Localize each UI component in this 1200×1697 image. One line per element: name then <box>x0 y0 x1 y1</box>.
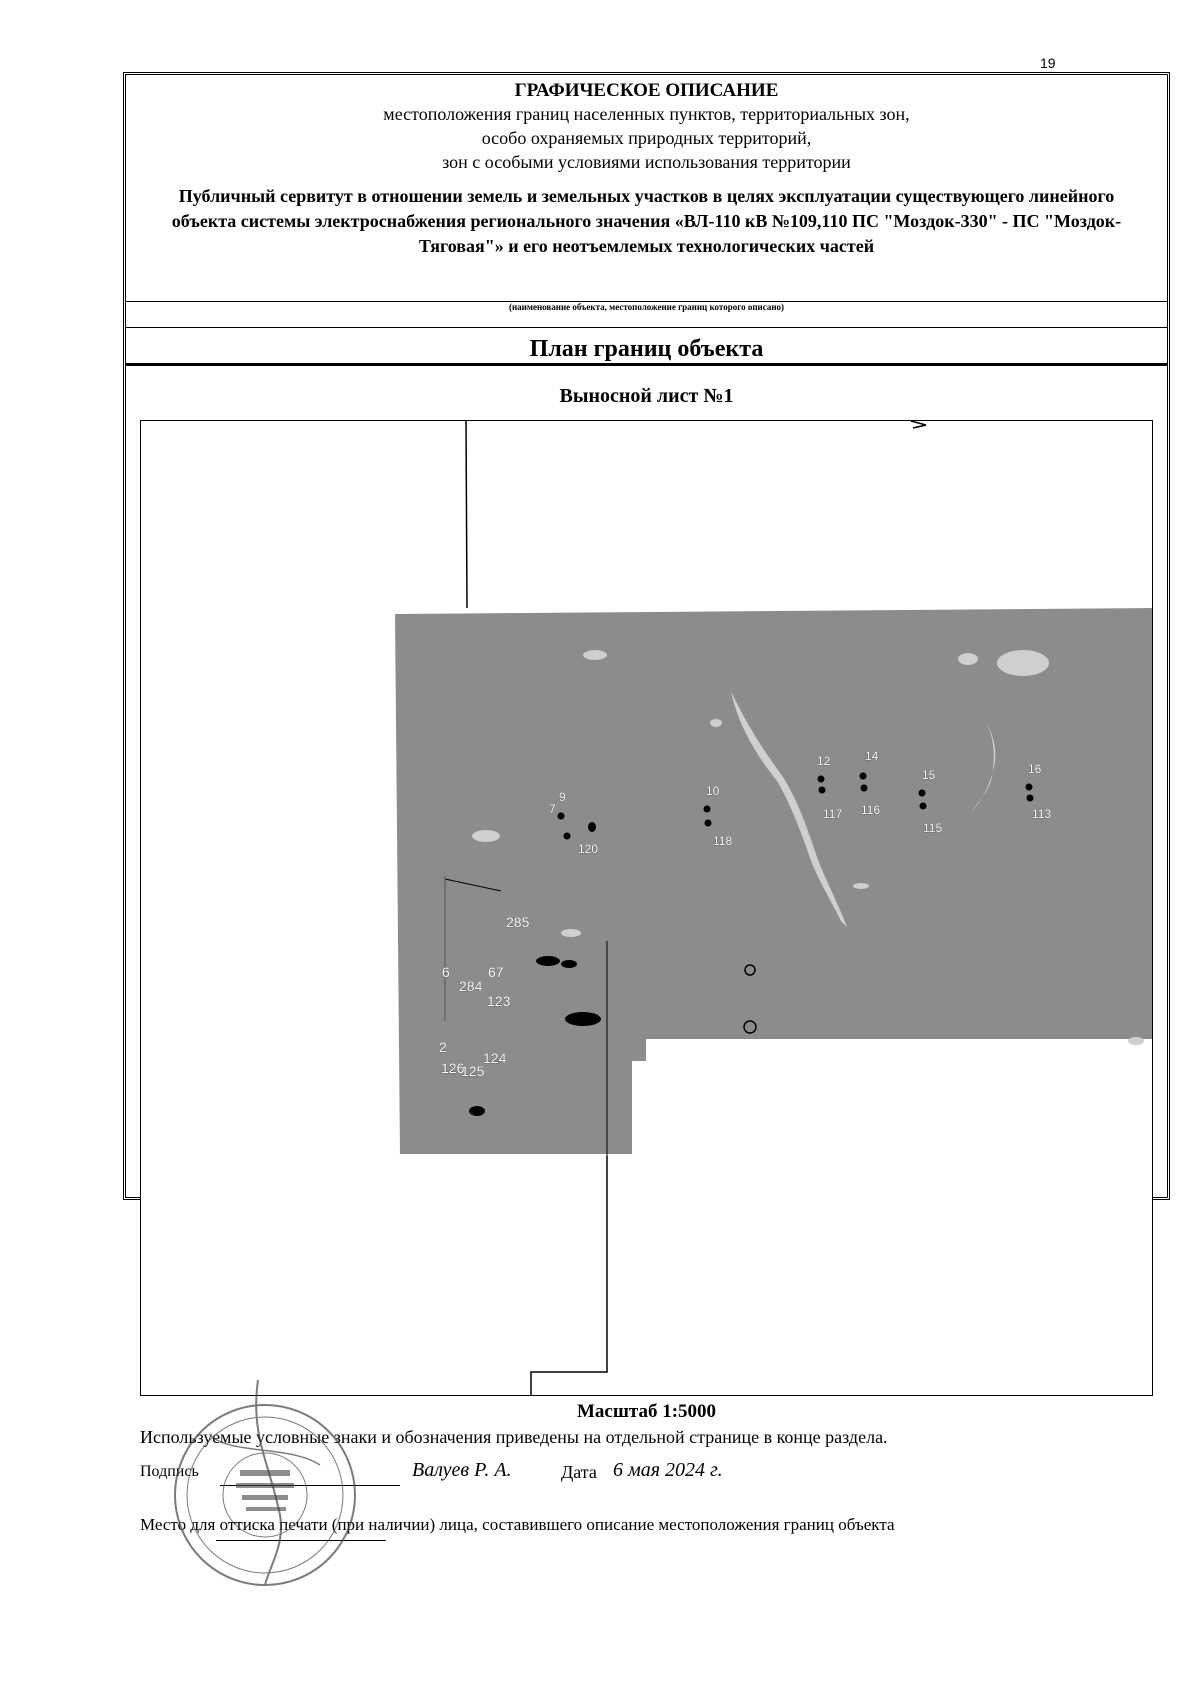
signature-label: Подпись <box>140 1463 199 1480</box>
date-label: Дата <box>561 1462 597 1482</box>
plan-title: План границ объекта <box>529 336 764 362</box>
servitude-zone-polygon <box>395 608 1152 1154</box>
point-label: 116 <box>861 803 881 817</box>
point-label: 2 <box>439 1039 447 1055</box>
point-label: 285 <box>506 914 530 930</box>
sheet-title: Выносной лист №1 <box>559 385 734 407</box>
survey-point <box>1027 795 1034 802</box>
point-label: 7 <box>549 802 556 816</box>
subtitle-line-3: зон с особыми условиями использования территории <box>442 152 851 172</box>
document-header <box>126 75 1167 365</box>
survey-point <box>860 773 867 780</box>
survey-point <box>558 813 565 820</box>
survey-point <box>861 785 868 792</box>
map-mark <box>911 421 926 428</box>
survey-point <box>704 806 711 813</box>
page-number: 19 <box>1040 55 1056 71</box>
point-label: 6 <box>442 964 450 980</box>
tower-footprint <box>588 822 596 832</box>
official-stamp-image <box>170 1375 370 1595</box>
point-label: 117 <box>823 807 843 821</box>
point-label: 16 <box>1028 762 1042 776</box>
legend-note: Используемые условные знаки и обозначения приведены на отдельной странице в конце раздела. <box>140 1427 888 1447</box>
header-divider <box>126 327 1167 328</box>
survey-point <box>564 833 571 840</box>
point-label: 14 <box>865 749 879 763</box>
map-canvas <box>141 421 1152 1395</box>
point-label: 67 <box>488 964 504 980</box>
light-patch <box>561 929 581 937</box>
point-label: 124 <box>483 1050 507 1066</box>
survey-point <box>919 790 926 797</box>
tower-footprint <box>561 960 577 968</box>
document-frame <box>123 72 1170 1534</box>
point-label: 125 <box>461 1063 485 1079</box>
point-label: 118 <box>713 834 733 848</box>
map-scale: Масштаб 1:5000 <box>576 1401 717 1422</box>
point-label: 284 <box>459 978 483 994</box>
stamp-place-label: Место для оттиска печати (при наличии) лица, составившего описание местоположения границ объекта <box>140 1515 895 1534</box>
survey-point <box>1026 784 1033 791</box>
parcel-boundary-line <box>531 1156 607 1395</box>
subtitle-line-1: местоположения границ населенных пунктов, территориальных зон, <box>383 104 910 124</box>
survey-point <box>818 776 825 783</box>
light-patch <box>710 719 722 727</box>
point-label: 123 <box>487 993 511 1009</box>
subtitle-line-2: особо охраняемых природных территорий, <box>481 128 812 148</box>
tower-footprint <box>565 1012 601 1026</box>
signature-date: 6 мая 2024 г. <box>613 1459 723 1481</box>
light-patch <box>583 650 607 660</box>
tower-footprint <box>469 1106 485 1116</box>
point-label: 10 <box>706 784 720 798</box>
point-label: 9 <box>559 790 566 804</box>
survey-point <box>705 820 712 827</box>
document-title: ГРАФИЧЕСКОЕ ОПИСАНИЕ <box>514 80 779 101</box>
section-separator <box>126 363 1167 366</box>
light-patch <box>997 650 1049 676</box>
light-patch <box>472 830 500 842</box>
survey-point <box>920 803 927 810</box>
tower-footprint <box>536 956 560 966</box>
signatory-name: Валуев Р. А. <box>412 1459 512 1481</box>
light-patch <box>958 653 978 665</box>
point-label: 126 <box>441 1060 465 1076</box>
light-patch <box>1128 1037 1144 1045</box>
boundary-map <box>140 420 1153 1396</box>
point-label: 15 <box>922 768 936 782</box>
point-label: 113 <box>1032 807 1052 821</box>
point-label: 120 <box>578 842 599 856</box>
object-name: Публичный сервитут в отношении земель и земельных участков в целях эксплуатации существующего линейного объекта системы электроснабжения регионального значения «ВЛ-110 кВ №109,110 ПС "Моздок-330" - ПС "Моздок-Тяговая"» и его неотъемлемых технологических частей <box>171 186 1122 256</box>
object-note: (наименование объекта, местоположение границ которого описано) <box>126 301 1167 312</box>
survey-point <box>819 787 826 794</box>
parcel-boundary-line <box>466 421 467 608</box>
point-label: 115 <box>923 821 943 835</box>
point-label: 12 <box>817 754 831 768</box>
light-patch <box>853 883 869 889</box>
